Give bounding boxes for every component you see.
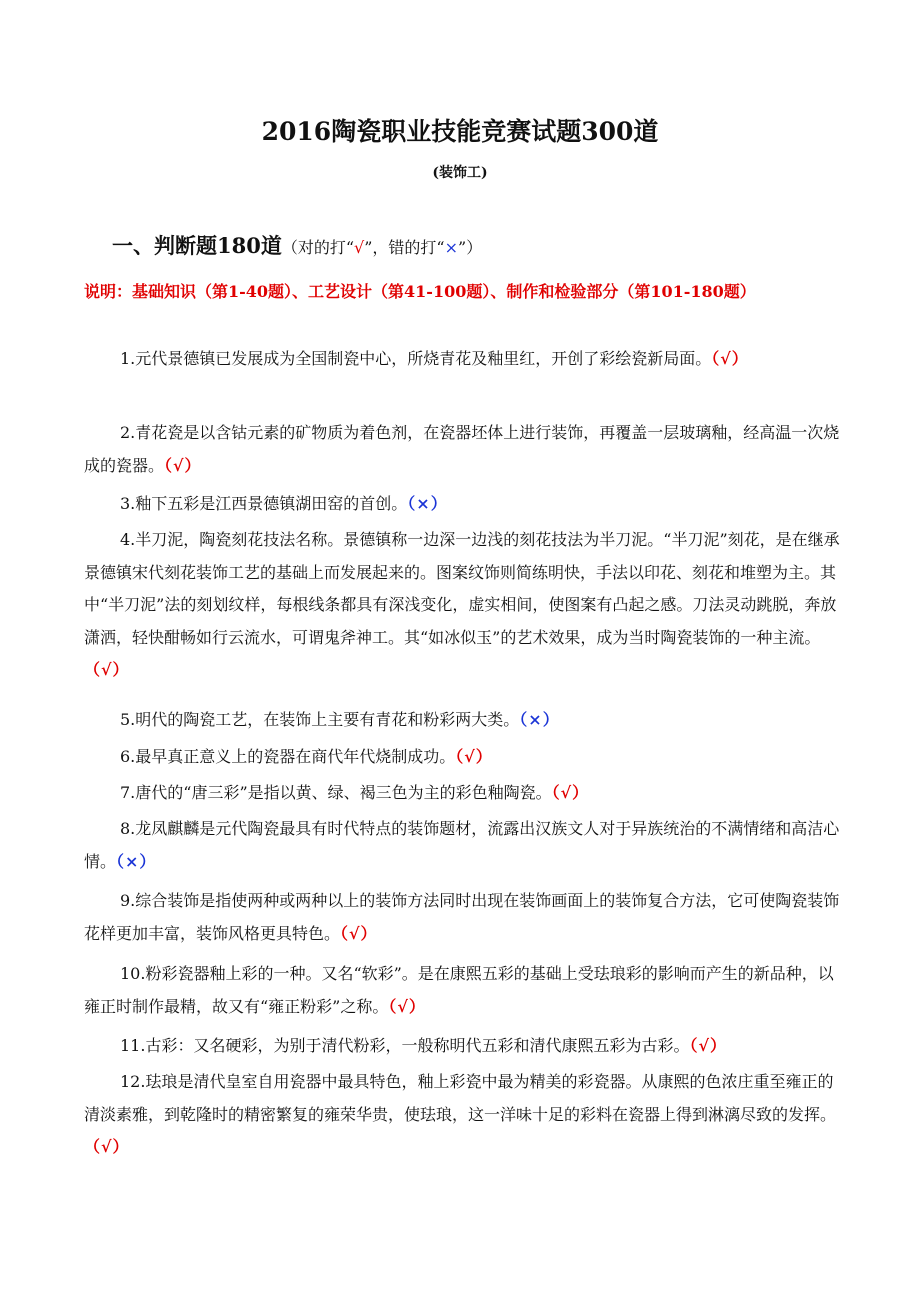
question-text: 3.釉下五彩是江西景德镇湖田窑的首创。	[120, 494, 408, 513]
question-item	[84, 1066, 840, 1164]
question-text: 7.唐代的“唐三彩”是指以黄、绿、褐三色为主的彩色釉陶瓷。	[120, 783, 552, 802]
explanation-note: 说明：基础知识（第1-40题）、工艺设计（第41-100题）、制作和检验部分（第101-180题）	[84, 282, 756, 301]
question-item	[84, 488, 840, 521]
question-text: 11.古彩：又名硬彩，为别于清代粉彩，一般称明代五彩和清代康熙五彩为古彩。	[120, 1036, 690, 1055]
answer-mark: （√）	[689, 1036, 727, 1055]
answer-mark: （×）	[407, 494, 448, 513]
question-text: 12.珐琅是清代皇室自用瓷器中最具特色，釉上彩瓷中最为精美的彩瓷器。从康熙的色浓庄重至雍正的清淡素雅，到乾隆时的精密繁复的雍荣华贵，使珐琅，这一洋味十足的彩料在瓷器上得到淋漓尽致的发挥。	[84, 1072, 837, 1124]
cross-mark: ×	[444, 238, 459, 257]
answer-mark: （√）	[84, 660, 130, 679]
question-text: 9.综合装饰是指使两种或两种以上的装饰方法同时出现在装饰画面上的装饰复合方法，它可使陶瓷装饰花样更加丰富，装饰风格更具特色。	[84, 891, 840, 943]
page-title: 2016陶瓷职业技能竞赛试题300道	[261, 117, 659, 146]
question-text: 5.明代的陶瓷工艺，在装饰上主要有青花和粉彩两大类。	[120, 710, 520, 729]
question-text: 10.粉彩瓷器釉上彩的一种。又名“软彩”。是在康熙五彩的基础上受珐琅彩的影响而产生的新品种，以雍正时制作最精，故又有“雍正粉彩”之称。	[84, 964, 834, 1016]
question-text: 8.龙凤麒麟是元代陶瓷最具有时代特点的装饰题材，流露出汉族文人对于异族统治的不满情绪和高洁心情。	[84, 819, 840, 871]
question-text: 1.元代景德镇已发展成为全国制瓷中心，所烧青花及釉里红，开创了彩绘瓷新局面。	[120, 349, 712, 368]
question-item	[84, 343, 840, 376]
page-subtitle: (装饰工)	[432, 165, 488, 181]
question-item	[84, 741, 840, 774]
question-item	[84, 524, 840, 687]
answer-mark: （√）	[711, 349, 749, 368]
question-text: 2.青花瓷是以含钴元素的矿物质为着色剂，在瓷器坯体上进行装饰，再覆盖一层玻璃釉，经高温一次烧成的瓷器。	[84, 423, 840, 475]
question-text: 4.半刀泥，陶瓷刻花技法名称。景德镇称一边深一边浅的刻花技法为半刀泥。“半刀泥”刻花，是在继承景德镇宋代刻花装饰工艺的基础上而发展起来的。图案纹饰则简练明快，手法以印花、刻花和堆塑为主。其中“半刀泥”法的刻划纹样，每根线条都具有深浅变化，虚实相间，使图案有凸起之感。刀法灵动跳脱，奔放潇洒，轻快酣畅如行云流水，可谓鬼斧神工。其“如冰似玉”的艺术效果，成为当时陶瓷装饰的一种主流。	[84, 530, 840, 647]
answer-mark: （√）	[551, 783, 590, 802]
section-note: （对的打“√”，错的打“×”）	[281, 238, 483, 257]
question-item	[84, 777, 840, 810]
question-item	[84, 958, 840, 1023]
question-item	[84, 885, 840, 950]
answer-mark: （√）	[164, 455, 202, 475]
check-mark: √	[354, 238, 365, 257]
answer-mark: （×）	[519, 710, 560, 729]
question-text: 6.最早真正意义上的瓷器在商代年代烧制成功。	[120, 747, 456, 766]
question-item	[84, 704, 840, 737]
answer-mark: （×）	[116, 851, 157, 871]
section-title: 一、判断题180道	[112, 233, 282, 258]
answer-mark: （√）	[388, 996, 426, 1016]
answer-mark: （√）	[84, 1137, 130, 1156]
question-item	[84, 1030, 840, 1063]
answer-mark: （√）	[455, 747, 493, 766]
question-item	[84, 813, 840, 878]
answer-mark: （√）	[340, 923, 378, 943]
section-heading	[112, 230, 482, 260]
question-item	[84, 417, 840, 482]
